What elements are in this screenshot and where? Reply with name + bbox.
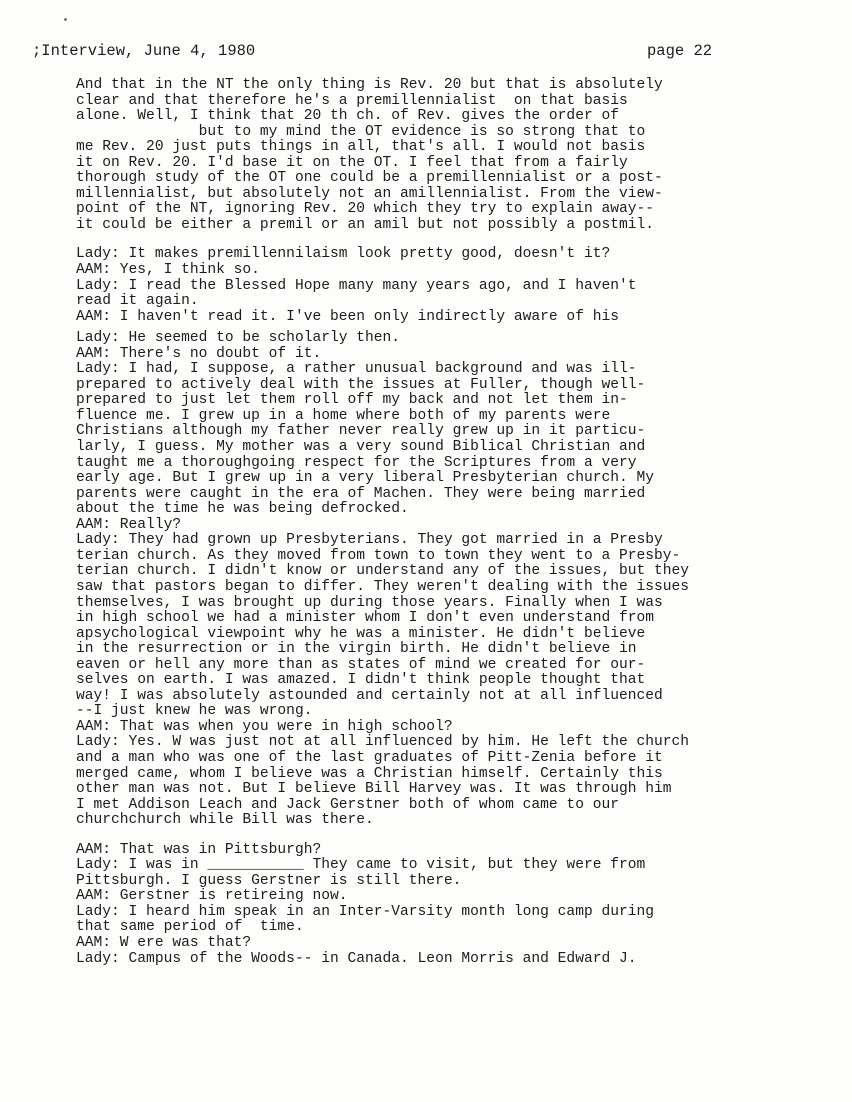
transcript-line: about the time he was being defrocked. [76,501,409,518]
transcript-line: AAM: Really? [76,516,182,533]
transcript-line: Lady: I was in ___________ They came to visit, but they were from [76,857,646,874]
page-header [32,40,792,62]
transcript-line: saw that pastors began to differ. They weren't dealing with the issues [76,578,690,595]
transcript-line: Lady: It makes premillennilaism look pretty good, doesn't it? [76,246,611,263]
transcript-line: parents were caught in the era of Machen. They were being married [76,485,646,502]
transcript-line: me Rev. 20 just puts things in all, that's all. I would not basis [76,139,646,156]
transcript-line: I met Addison Leach and Jack Gerstner both of whom came to our [76,796,619,813]
paper-speck [64,18,67,21]
transcript-line: themselves, I was brought up during those years. Finally when I was [76,594,663,611]
transcript-line: Lady: I read the Blessed Hope many many years ago, and I haven't [76,277,637,294]
paragraph-spacer [76,233,816,247]
transcript-line: read it again. [76,293,199,310]
transcript-line: churchchurch while Bill was there. [76,812,374,829]
transcript-line: Lady: They had grown up Presbyterians. They got married in a Presby [76,532,663,549]
transcript-line: AAM: Yes, I think so. [76,262,260,279]
interview-title: ;Interview, June 4, 1980 [32,42,256,60]
transcript-line: millennialist, but absolutely not an amillennialist. From the view- [76,185,663,202]
transcript-line: point of the NT, ignoring Rev. 20 which they try to explain away-- [76,201,655,218]
transcript-line: apsychological viewpoint why he was a minister. He didn't believe [76,625,646,642]
transcript-line: AAM: That was in Pittsburgh? [76,841,322,858]
transcript-line: fluence me. I grew up in a home where both of my parents were [76,407,611,424]
paragraph-spacer [76,829,816,843]
transcript-line: clear and that therefore he's a premillennialist on that basis [76,92,628,109]
transcript-line: Lady: I heard him speak in an Inter-Varsity month long camp during [76,903,655,920]
transcript-line: taught me a thoroughgoing respect for the Scriptures from a very [76,454,637,471]
page-number: page 22 [647,42,713,60]
transcript-paragraph [76,78,816,233]
transcript-line: terian church. I didn't know or understand any of the issues, but they [76,563,690,580]
transcript-line: AAM: That was when you were in high school? [76,718,453,735]
transcript-paragraph [76,843,816,967]
transcript-line: AAM: There's no doubt of it. [76,345,322,362]
transcript-line: And that in the NT the only thing is Rev. 20 but that is absolutely [76,77,663,93]
transcript-line: merged came, whom I believe was a Christian himself. Certainly this [76,765,663,782]
transcript-line: early age. But I grew up in a very liberal Presbyterian church. My [76,470,655,487]
transcript-paragraph [76,247,816,325]
transcript-line: it on Rev. 20. I'd base it on the OT. I feel that from a fairly [76,154,628,171]
transcript-line: thorough study of the OT one could be a premillennialist or a post- [76,170,663,187]
transcript-line: terian church. As they moved from town to town they went to a Presby- [76,547,681,564]
transcript-paragraph [76,331,816,829]
transcript-line: eaven or hell any more than as states of mind we created for our- [76,656,646,673]
transcript-line: AAM: Gerstner is retireing now. [76,888,348,905]
transcript-line: Lady: Yes. W was just not at all influenced by him. He left the church [76,734,690,751]
transcript-line: Lady: I had, I suppose, a rather unusual background and was ill- [76,361,637,378]
transcript-line: AAM: W ere was that? [76,934,252,951]
transcript-body [76,78,816,967]
transcript-line: --I just knew he was wrong. [76,703,313,720]
transcript-line: Pittsburgh. I guess Gerstner is still there. [76,872,462,889]
transcript-line: it could be either a premil or an amil but not possibly a postmil. [76,216,655,233]
transcript-line: larly, I guess. My mother was a very sound Biblical Christian and [76,439,646,456]
transcript-line: in high school we had a minister whom I don't even understand from [76,610,655,627]
transcript-line: prepared to just let them roll off my back and not let them in- [76,392,628,409]
transcript-line: but to my mind the OT evidence is so strong that to [76,123,646,140]
transcript-line: other man was not. But I believe Bill Harvey was. It was through him [76,781,672,798]
transcript-line: Lady: Campus of the Woods-- in Canada. Leon Morris and Edward J. [76,950,637,967]
transcript-line: and a man who was one of the last graduates of Pitt-Zenia before it [76,749,663,766]
transcript-line: prepared to actively deal with the issues at Fuller, though well- [76,376,646,393]
transcript-line: alone. Well, I think that 20 th ch. of Rev. gives the order of [76,108,619,125]
transcript-line: that same period of time. [76,919,304,936]
transcript-line: selves on earth. I was amazed. I didn't think people thought that [76,672,646,689]
transcript-line: way! I was absolutely astounded and certainly not at all influenced [76,687,663,704]
transcript-line: AAM: I haven't read it. I've been only indirectly aware of his [76,308,619,325]
transcript-line: Lady: He seemed to be scholarly then. [76,330,401,347]
transcript-line: Christians although my father never really grew up in it particu- [76,423,646,440]
transcript-line: in the resurrection or in the virgin birth. He didn't believe in [76,641,637,658]
